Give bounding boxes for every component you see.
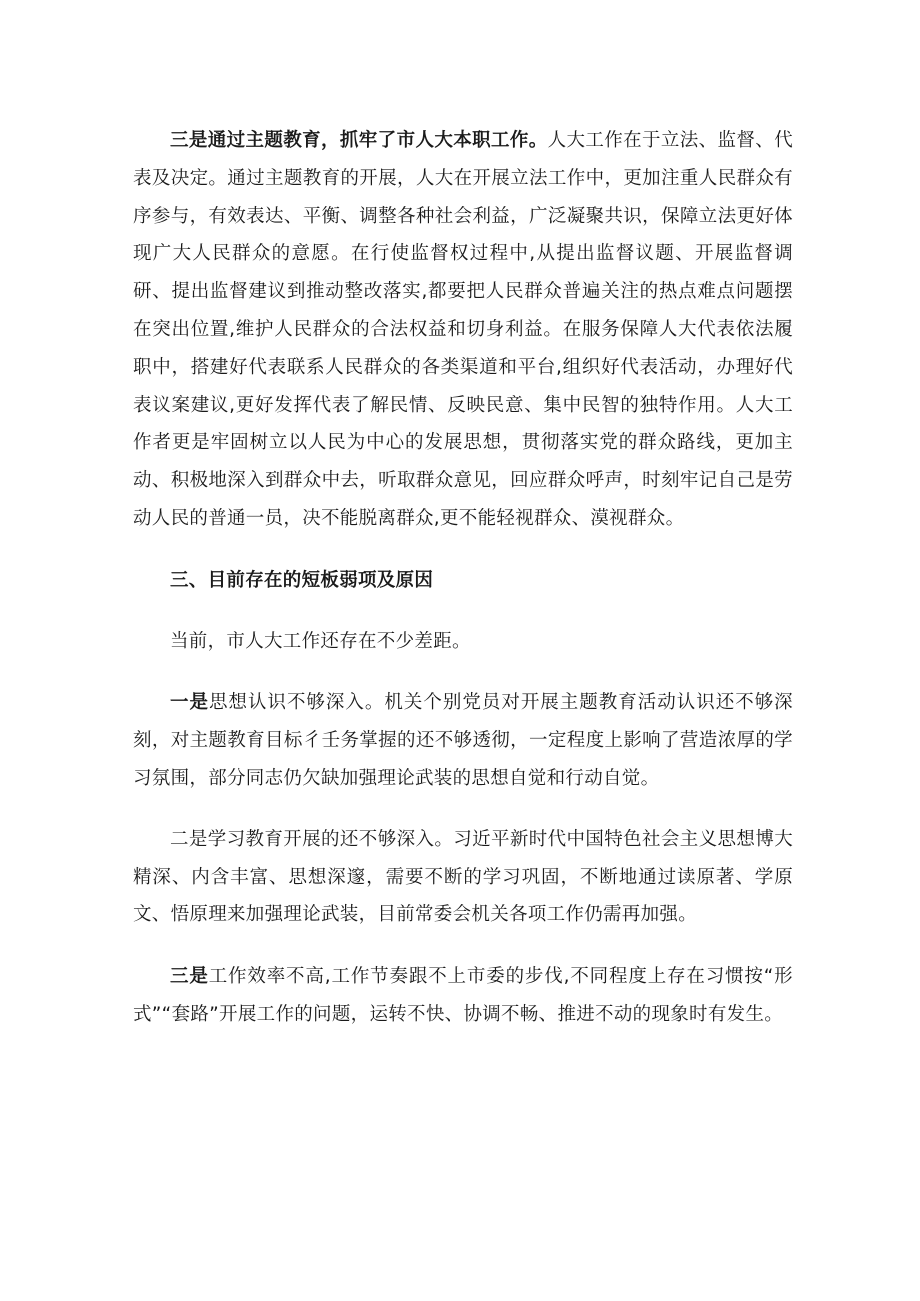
paragraph-spacer	[133, 538, 793, 562]
paragraph-study: 二是学习教育开展的还不够深入。习近平新时代中国特色社会主义思想博大精深、内含丰富、思想深邃，需要不断的学习巩固，不断地通过读原著、学原文、悟原理来加强理论武装，目前常委会机关各项工作仍需再加强。	[133, 828, 793, 926]
intro-paragraph: 当前，市人大工作还存在不少差距。	[170, 630, 471, 652]
paragraph-spacer	[133, 934, 793, 958]
paragraph-lead-bold: 三是通过主题教育，抓牢了市人大本职工作。	[170, 130, 548, 151]
paragraph-text: 工作效率不高,工作节奏跟不上市委的步伐,不同程度上存在习惯按“形式”“套路”开展工作的问题，运转不快、协调不畅、推进不动的现象时有发生。	[133, 966, 793, 1025]
paragraph-efficiency	[133, 958, 793, 1034]
section-heading: 三、目前存在的短板弱项及原因	[170, 569, 434, 591]
paragraph-lead-bold: 一是	[170, 692, 209, 714]
paragraph-spacer	[133, 660, 793, 684]
document-body	[133, 122, 793, 1034]
paragraph-npc-duties	[133, 122, 793, 538]
paragraph-spacer	[133, 600, 793, 623]
paragraph-ideology	[133, 684, 793, 797]
paragraph-text: 人大工作在于立法、监督、代表及决定。通过主题教育的开展，人大在开展立法工作中，更加注重人民群众有序参与，有效表达、平衡、调整各种社会利益，广泛凝聚共识，保障立法更好体现广大人民群众的意愿。在行使监督权过程中,从提出监督议题、开展监督调研、提出监督建议到推动整改落实,都要把人民群众普遍关注的热点难点问题摆在突出位置,维护人民群众的合法权益和切身利益。在服务保障人大代表依法履职中，搭建好代表联系人民群众的各类渠道和平台,组织好代表活动，办理好代表议案建议,更好发挥代表了解民情、反映民意、集中民智的独特作用。人大工作者更是牢固树立以人民为中心的发展思想，贯彻落实党的群众路线，更加主动、积极地深入到群众中去，听取群众意见，回应群众呼声，时刻牢记自己是劳动人民的普通一员，决不能脱离群众,更不能轻视群众、漠视群众。	[133, 130, 793, 529]
paragraph-lead-bold: 三是	[170, 966, 209, 988]
paragraph-text: 思想认识不够深入。机关个别党员对开展主题教育活动认识还不够深刻，对主题教育目标彳壬务掌握的还不够透彻，一定程度上影响了营造浓厚的学习氛围，部分同志仍欠缺加强理论武装的思想自觉和行动自觉。	[133, 692, 793, 789]
paragraph-spacer	[133, 798, 793, 821]
